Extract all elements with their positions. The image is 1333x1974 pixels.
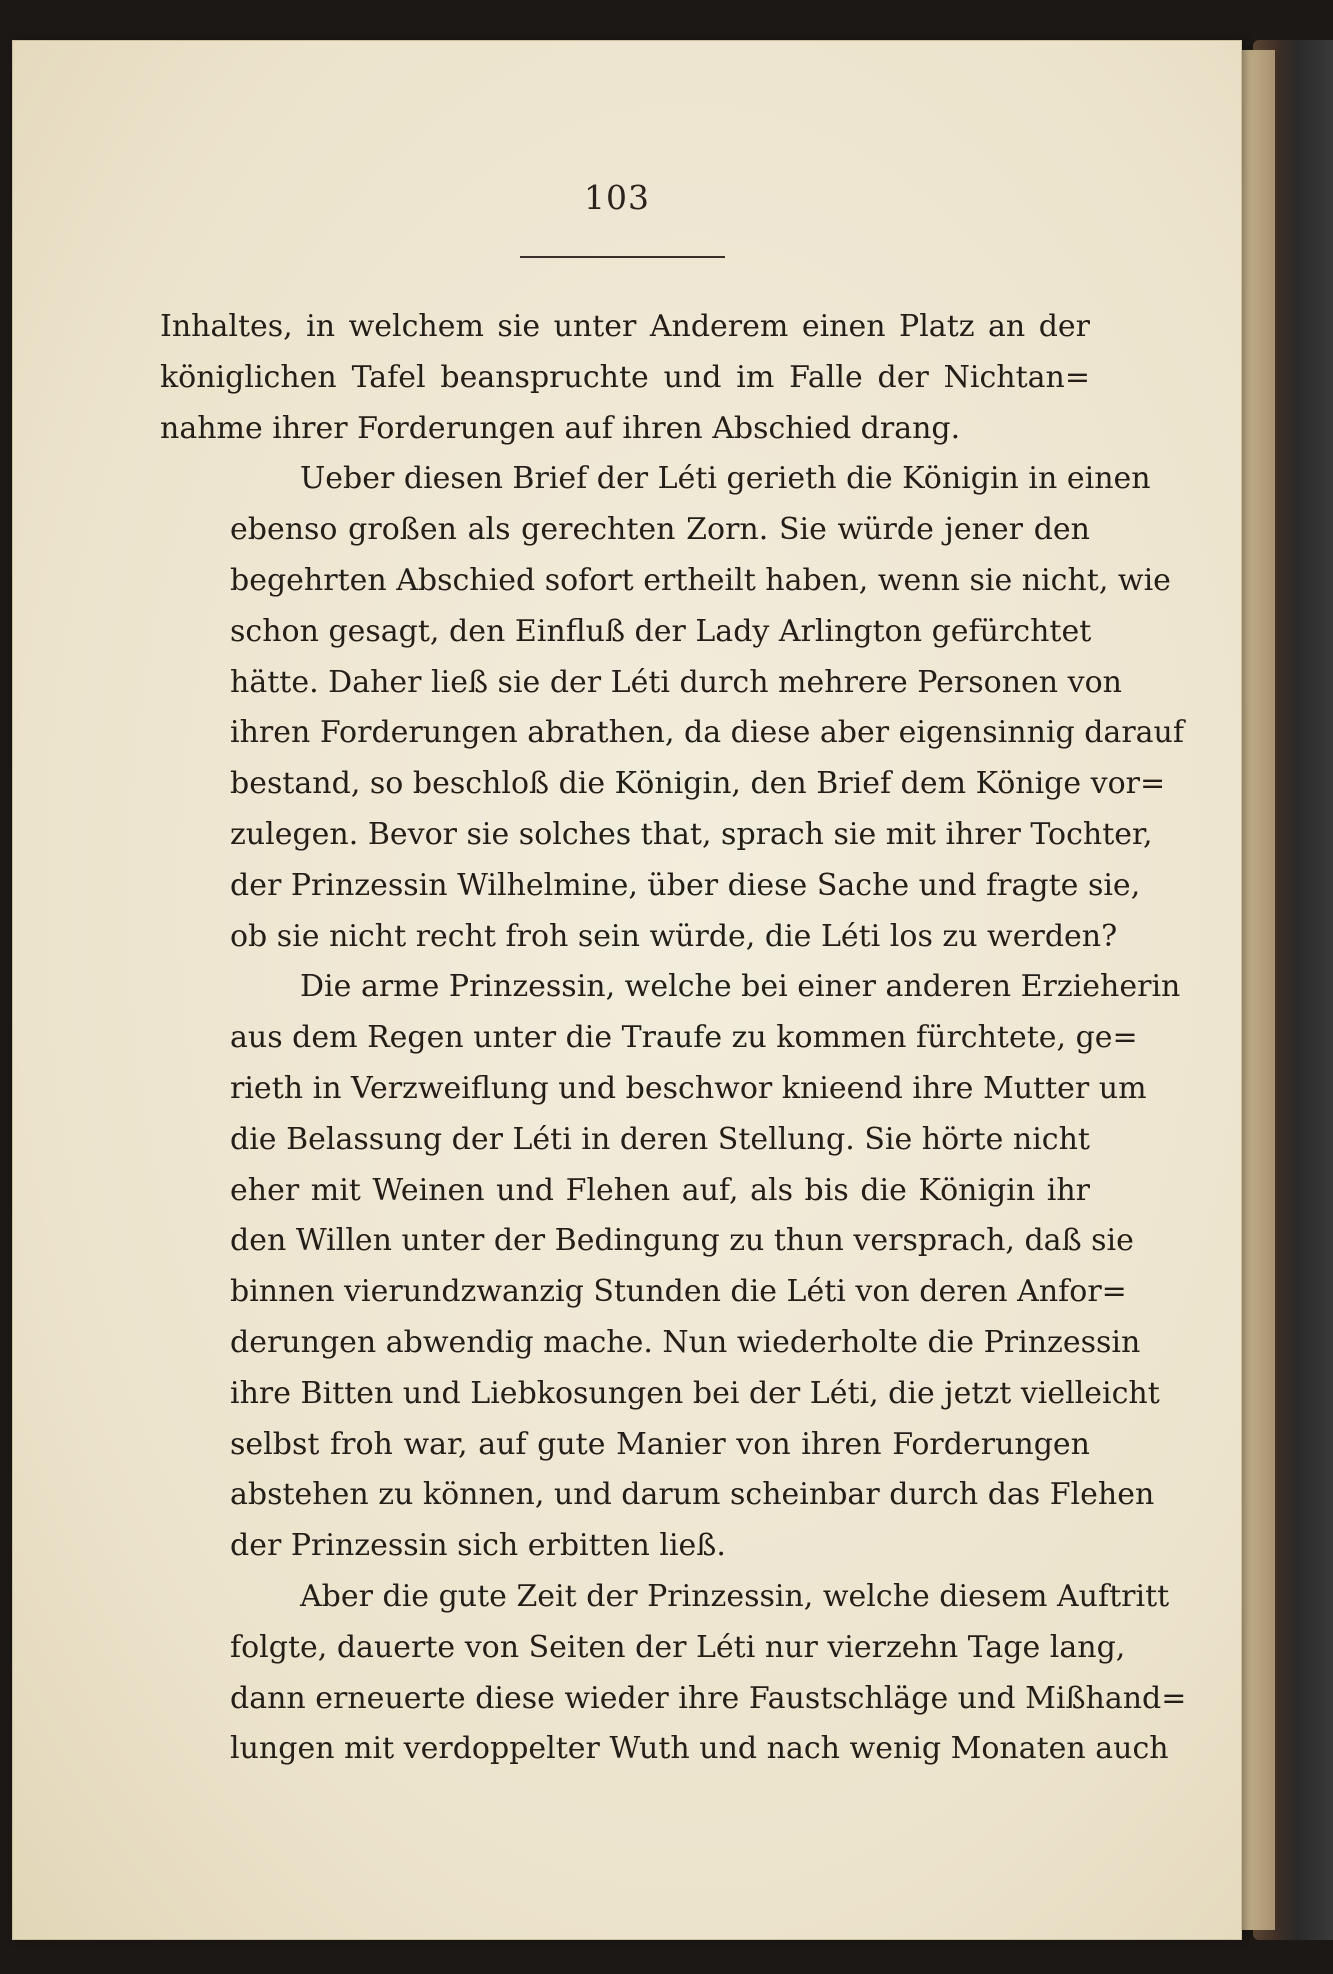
text-line: königlichen Tafel beanspruchte und im Falle der Nichtan= [160,359,1090,395]
page-number: 103 [584,178,650,217]
text-line: binnen vierundzwanzig Stunden die Léti von deren Anfor= [230,1274,1127,1310]
text-line: der Prinzessin Wilhelmine, über diese Sache und fragte sie, [230,867,1141,903]
paragraph [160,962,1181,1572]
text-line: lungen mit verdoppelter Wuth und nach wenig Monaten auch [230,1731,1169,1767]
text-line: ebenso großen als gerechten Zorn. Sie würde jener den [230,512,1090,548]
header-rule [520,256,725,258]
paragraph [160,302,1090,454]
text-line: dann erneuerte diese wieder ihre Faustschläge und Mißhand= [230,1680,1187,1716]
text-line: begehrten Abschied sofort ertheilt haben, wenn sie nicht, wie [230,562,1171,598]
text-line: nahme ihrer Forderungen auf ihren Abschied drang. [160,410,961,446]
paragraph [160,454,1184,962]
body-text [160,302,1187,1775]
text-line: eher mit Weinen und Flehen auf, als bis die Königin ihr [230,1172,1090,1208]
text-line: ihre Bitten und Liebkosungen bei der Léti, die jetzt vielleicht [230,1375,1160,1411]
text-line: der Prinzessin sich erbitten ließ. [230,1528,726,1564]
text-line: schon gesagt, den Einfluß der Lady Arlington gefürchtet [230,613,1092,649]
text-line: aus dem Regen unter die Traufe zu kommen fürchtete, ge= [230,1020,1138,1056]
text-line: die Belassung der Léti in deren Stellung. Sie hörte nicht [230,1121,1090,1157]
text-line: Inhaltes, in welchem sie unter Anderem einen Platz an der [160,309,1090,344]
text-line: folgte, dauerte von Seiten der Léti nur vierzehn Tage lang, [230,1629,1126,1665]
text-line: ihren Forderungen abrathen, da diese aber eigensinnig darauf [230,715,1184,751]
text-line: Die arme Prinzessin, welche bei einer anderen Erzieherin [300,969,1181,1005]
text-line: derungen abwendig mache. Nun wiederholte die Prinzessin [230,1324,1141,1360]
paragraph [160,1572,1187,1775]
text-line: hätte. Daher ließ sie der Léti durch mehrere Personen von [230,664,1122,700]
text-line: rieth in Verzweiflung und beschwor knieend ihre Mutter um [230,1070,1147,1106]
book-page [12,40,1242,1940]
text-line: Ueber diesen Brief der Léti gerieth die Königin in einen [300,461,1151,497]
text-line: ob sie nicht recht froh sein würde, die Léti los zu werden? [230,918,1118,954]
text-line: den Willen unter der Bedingung zu thun versprach, daß sie [230,1223,1134,1259]
text-line: Aber die gute Zeit der Prinzessin, welche diesem Auftritt [300,1578,1170,1614]
text-line: selbst froh war, auf gute Manier von ihren Forderungen [230,1426,1090,1462]
text-line: zulegen. Bevor sie solches that, sprach sie mit ihrer Tochter, [230,816,1153,852]
text-line: abstehen zu können, und darum scheinbar durch das Flehen [230,1477,1155,1513]
text-line: bestand, so beschloß die Königin, den Brief dem Könige vor= [230,766,1166,802]
